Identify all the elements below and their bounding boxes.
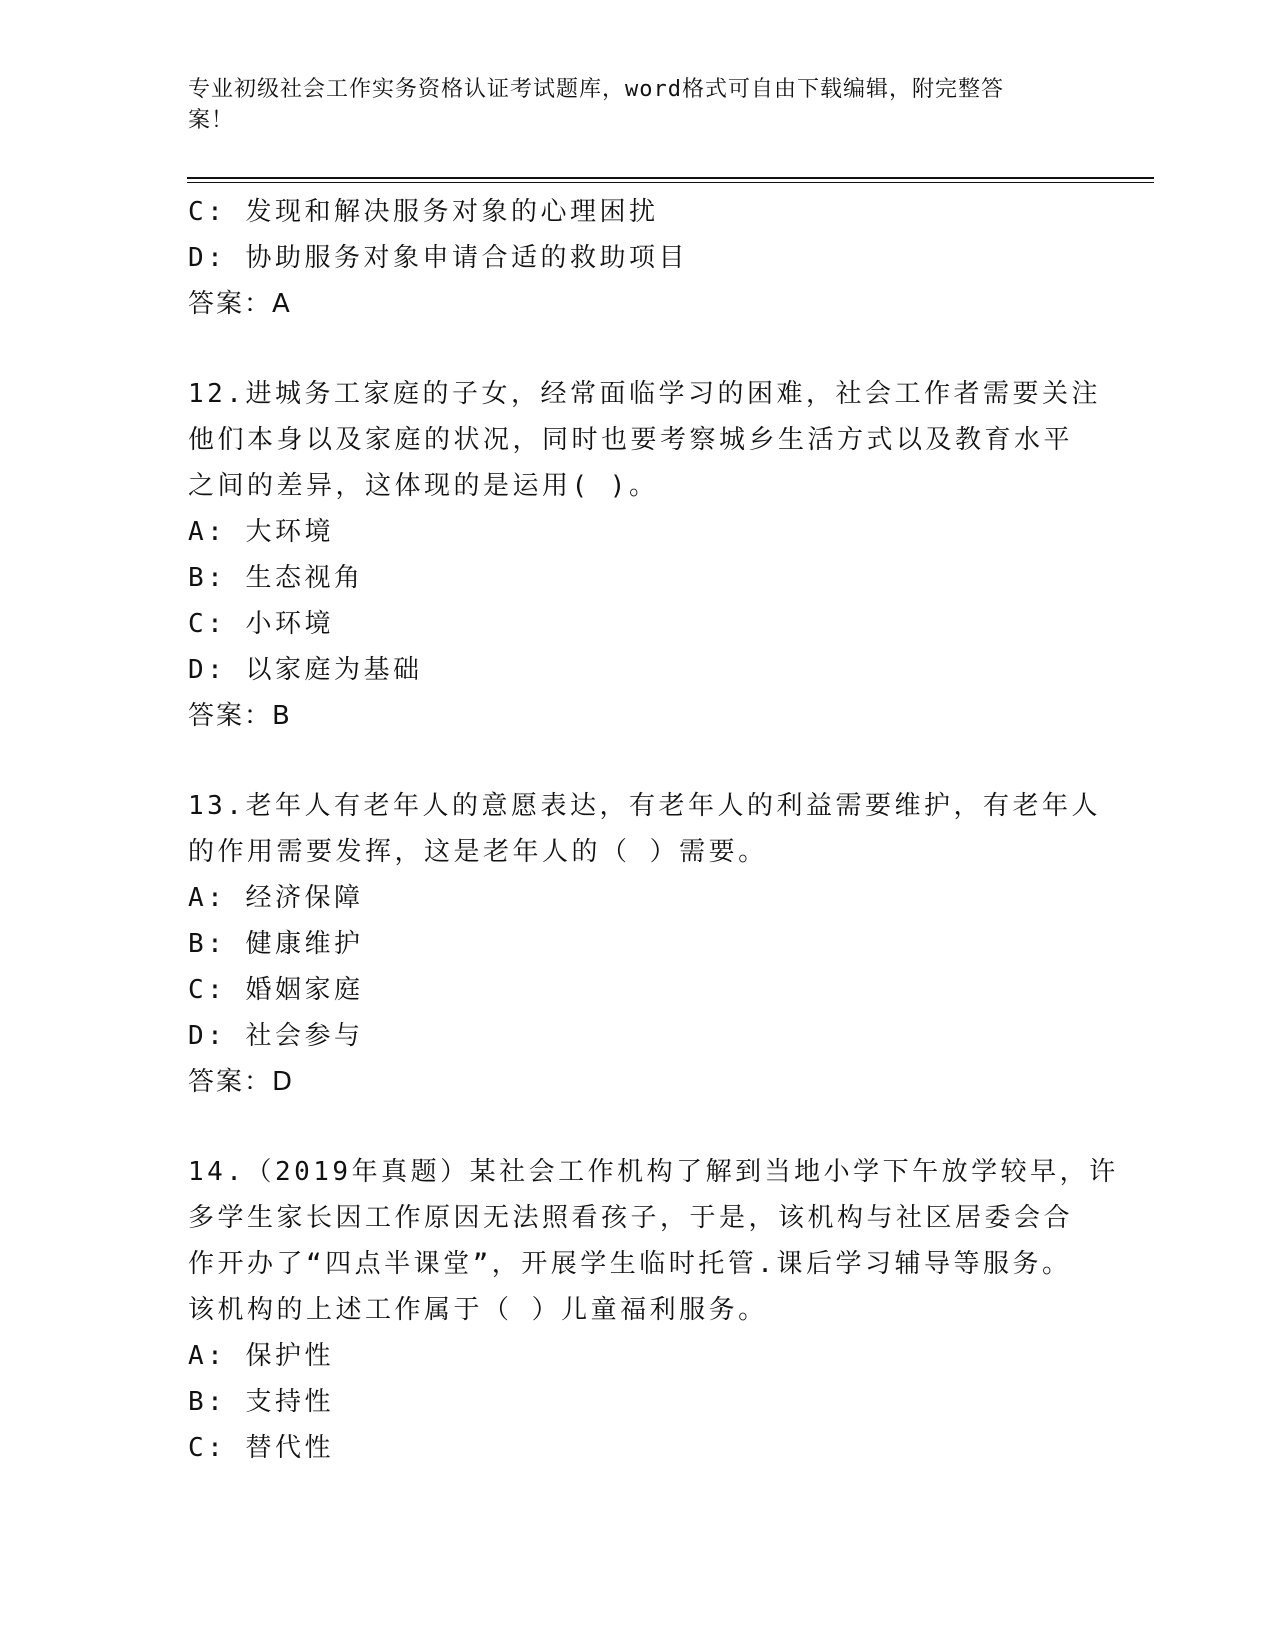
option-c: C: 发现和解决服务对象的心理困扰 <box>188 197 659 227</box>
option-c: C: 替代性 <box>188 1433 334 1463</box>
question-body <box>188 189 1119 1471</box>
question-13 <box>188 783 1101 1105</box>
question-11 <box>188 189 1088 327</box>
option-c: C: 婚姻家庭 <box>188 975 364 1005</box>
answer-line: 答案：D <box>188 1067 295 1097</box>
option-d: D: 以家庭为基础 <box>188 655 423 685</box>
option-b: B: 支持性 <box>188 1387 334 1417</box>
header-divider-thick <box>187 177 1154 179</box>
option-d: D: 社会参与 <box>188 1021 364 1051</box>
question-stem-line: 多学生家长因工作原因无法照看孩子，于是，该机构与社区居委会合 <box>188 1203 1074 1233</box>
header-line-2: 案！ <box>188 108 235 133</box>
answer-line: 答案：A <box>188 289 292 319</box>
question-12 <box>188 371 1101 739</box>
option-c: C: 小环境 <box>188 609 334 639</box>
answer-line: 答案：B <box>188 701 292 731</box>
question-stem-line: 13.老年人有老年人的意愿表达，有老年人的利益需要维护，有老年人 <box>188 791 1101 821</box>
question-stem-line: 14.（2019年真题）某社会工作机构了解到当地小学下午放学较早，许 <box>188 1157 1119 1187</box>
question-stem-line: 12.进城务工家庭的子女，经常面临学习的困难，社会工作者需要关注 <box>188 379 1101 409</box>
option-a: A: 经济保障 <box>188 883 364 913</box>
header-line-1: 专业初级社会工作实务资格认证考试题库，word格式可自由下载编辑，附完整答 <box>188 77 1004 102</box>
header-divider-thin <box>187 182 1154 183</box>
option-d: D: 协助服务对象申请合适的救助项目 <box>188 243 688 273</box>
question-stem-line: 该机构的上述工作属于（ ）儿童福利服务。 <box>188 1295 768 1325</box>
document-header <box>188 74 1068 136</box>
question-stem-line: 的作用需要发挥，这是老年人的（ ）需要。 <box>188 837 768 867</box>
question-stem-line: 作开办了“四点半课堂”，开展学生临时托管.课后学习辅导等服务。 <box>188 1249 1072 1279</box>
option-a: A: 保护性 <box>188 1341 334 1371</box>
question-stem-line: 他们本身以及家庭的状况，同时也要考察城乡生活方式以及教育水平 <box>188 425 1074 455</box>
option-b: B: 生态视角 <box>188 563 364 593</box>
question-14 <box>188 1149 1119 1471</box>
option-b: B: 健康维护 <box>188 929 364 959</box>
question-stem-line: 之间的差异，这体现的是运用( )。 <box>188 471 659 501</box>
option-a: A: 大环境 <box>188 517 334 547</box>
